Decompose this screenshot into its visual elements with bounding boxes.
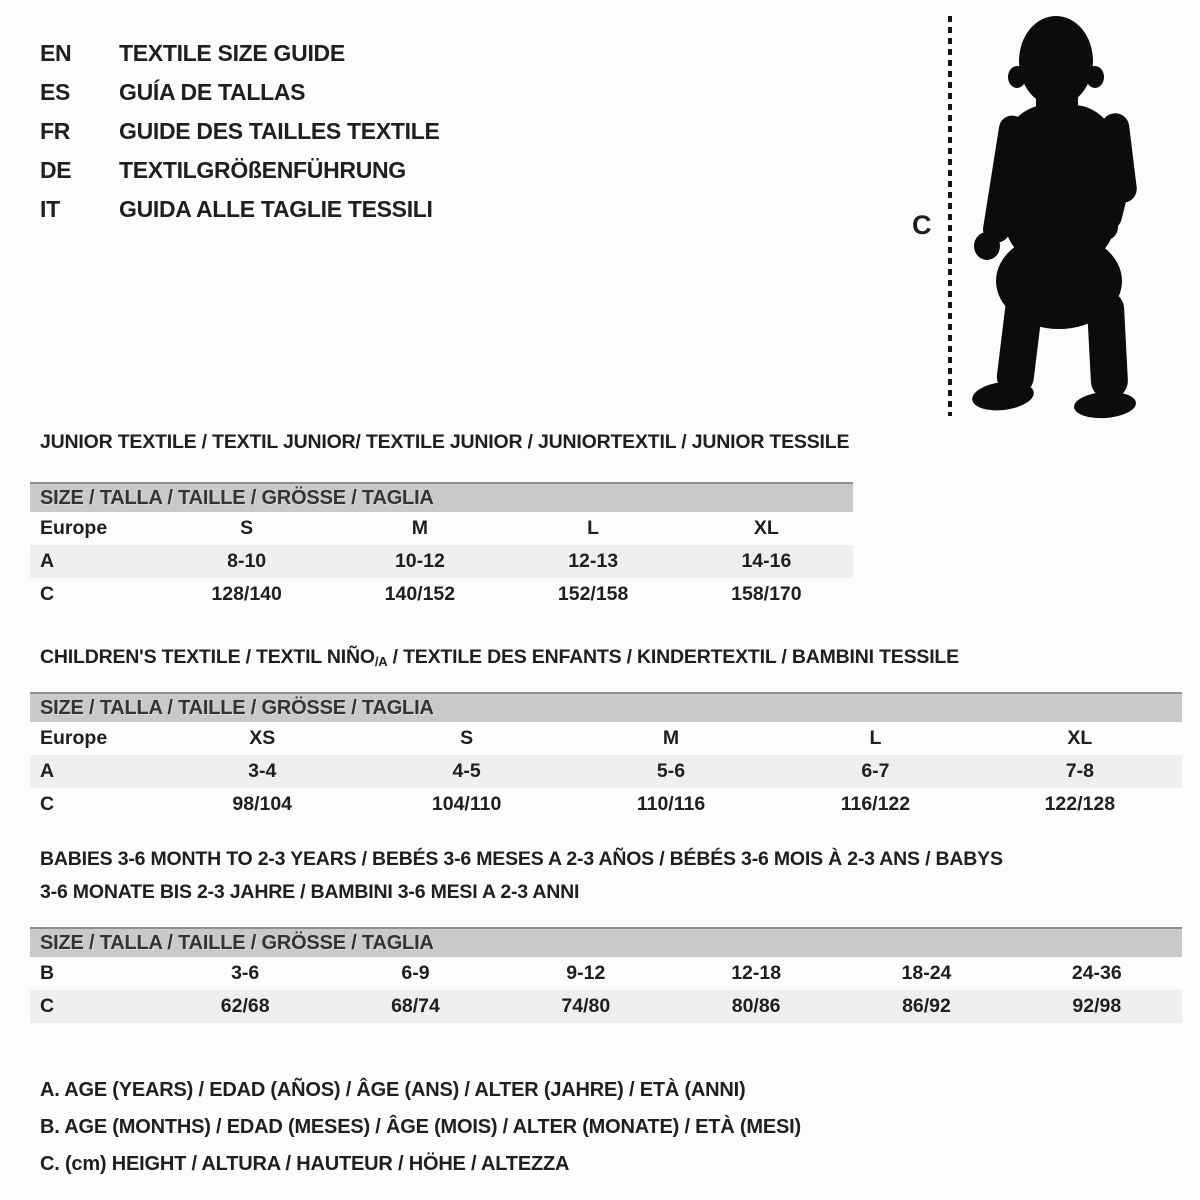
table-row-height (30, 990, 1182, 1023)
cell-value: 6-7 (861, 760, 890, 782)
legend-line-c: C. (cm) HEIGHT / ALTURA / HAUTEUR / HÖHE / ALTEZZA (40, 1153, 570, 1175)
cell-value: 4-5 (452, 760, 481, 782)
table-row-height (30, 578, 853, 611)
cell-value: 62/68 (220, 995, 270, 1017)
size-col-header: S (240, 517, 254, 539)
cell-value: 74/80 (561, 995, 611, 1017)
cell-value: 152/158 (557, 583, 629, 605)
table-row-europe (30, 722, 1182, 755)
cell-value: 104/110 (431, 793, 502, 815)
height-measure-label: C (912, 210, 932, 240)
guide-title: TEXTILE SIZE GUIDE (119, 40, 345, 66)
size-header-bar: SIZE / TALLA / TAILLE / GRÖSSE / TAGLIA (30, 692, 1182, 722)
table-row-europe (30, 512, 853, 545)
size-col-header: S (460, 727, 474, 749)
title-text: CHILDREN'S TEXTILE / TEXTIL NIÑO (40, 646, 375, 668)
cell-value: 12-18 (731, 962, 782, 984)
cell-value: 18-24 (901, 962, 952, 984)
size-col-header: M (662, 727, 680, 749)
size-col-header: L (587, 517, 600, 539)
cell-value: 14-16 (741, 550, 792, 572)
guide-title: GUIDE DES TAILLES TEXTILE (119, 118, 440, 144)
lang-row-it (40, 190, 440, 229)
size-col-header: XL (1067, 727, 1093, 749)
row-label: C (40, 995, 55, 1017)
table-row-age (30, 755, 1182, 788)
lang-code: ES (40, 79, 71, 105)
cell-value: 7-8 (1065, 760, 1094, 782)
cell-value: 9-12 (566, 962, 606, 984)
cell-value: 6-9 (401, 962, 430, 984)
size-header-bar: SIZE / TALLA / TAILLE / GRÖSSE / TAGLIA (30, 927, 1182, 957)
height-measure-dashed-line (948, 16, 952, 416)
size-col-header: L (869, 727, 882, 749)
table-row-height (30, 788, 1182, 821)
children-size-table (30, 692, 1182, 821)
section-title-children (40, 646, 959, 669)
cell-value: 3-6 (231, 962, 260, 984)
row-label: A (40, 760, 55, 782)
lang-row-fr (40, 112, 440, 151)
cell-value: 86/92 (902, 995, 951, 1017)
cell-value: 98/104 (232, 793, 293, 815)
lang-row-en (40, 34, 440, 73)
junior-size-table (30, 482, 853, 611)
toddler-silhouette-image (960, 13, 1138, 419)
cell-value: 92/98 (1072, 995, 1122, 1017)
guide-title: GUIDA ALLE TAGLIE TESSILI (119, 196, 433, 222)
lang-code: IT (40, 196, 60, 222)
cell-value: 3-4 (248, 760, 277, 782)
row-label: Europe (40, 517, 108, 539)
size-header-bar: SIZE / TALLA / TAILLE / GRÖSSE / TAGLIA (30, 482, 853, 512)
cell-value: 24-36 (1071, 962, 1122, 984)
size-col-header: M (411, 517, 428, 539)
row-label: C (40, 583, 55, 605)
lang-code: DE (40, 157, 72, 183)
language-header (40, 34, 440, 229)
table-row-age-months (30, 957, 1182, 990)
title-text: / TEXTILE DES ENFANTS / KINDERTEXTIL / BAMBINI TESSILE (387, 646, 959, 668)
legend-line-a: A. AGE (YEARS) / EDAD (AÑOS) / ÂGE (ANS) / ALTER (JAHRE) / ETÀ (ANNI) (40, 1079, 746, 1101)
cell-value: 116/122 (840, 793, 911, 815)
cell-value: 140/152 (384, 583, 456, 605)
table-row-age (30, 545, 853, 578)
guide-title: GUÍA DE TALLAS (119, 79, 306, 105)
size-col-header: XL (753, 517, 779, 539)
cell-value: 8-10 (227, 550, 267, 572)
lang-row-es (40, 73, 440, 112)
lang-code: EN (40, 40, 72, 66)
cell-value: 128/140 (211, 583, 282, 605)
legend-line-b: B. AGE (MONTHS) / EDAD (MESES) / ÂGE (MOIS) / ALTER (MONATE) / ETÀ (MESI) (40, 1116, 801, 1138)
cell-value: 12-13 (568, 550, 619, 572)
row-label: A (40, 550, 55, 572)
guide-title: TEXTILGRÖßENFÜHRUNG (119, 157, 406, 183)
section-title-babies: BABIES 3-6 MONTH TO 2-3 YEARS / BEBÉS 3-6 MESES A 2-3 AÑOS / BÉBÉS 3-6 MOIS À 2-3 ANS / BABYS 3-6 MONATE BIS 2-3 JAHRE / BAMBINI 3-6 MESI A 2-3 ANNI (40, 848, 1003, 903)
measurement-legend (40, 1072, 801, 1183)
cell-value: 80/86 (731, 995, 781, 1017)
cell-value: 5-6 (656, 760, 686, 782)
cell-value: 122/128 (1044, 793, 1116, 815)
section-title-junior: JUNIOR TEXTILE / TEXTIL JUNIOR/ TEXTILE JUNIOR / JUNIORTEXTIL / JUNIOR TESSILE (40, 431, 850, 453)
row-label: B (40, 962, 55, 984)
cell-value: 10-12 (394, 550, 445, 572)
cell-value: 158/170 (731, 583, 802, 605)
lang-row-de (40, 151, 440, 190)
babies-size-table (30, 927, 1182, 1023)
title-subscript: /A (374, 654, 388, 669)
row-label: C (40, 793, 55, 815)
size-col-header: XS (249, 727, 276, 749)
lang-code: FR (40, 118, 71, 144)
row-label: Europe (40, 727, 108, 749)
cell-value: 68/74 (391, 995, 440, 1017)
cell-value: 110/116 (636, 793, 706, 815)
